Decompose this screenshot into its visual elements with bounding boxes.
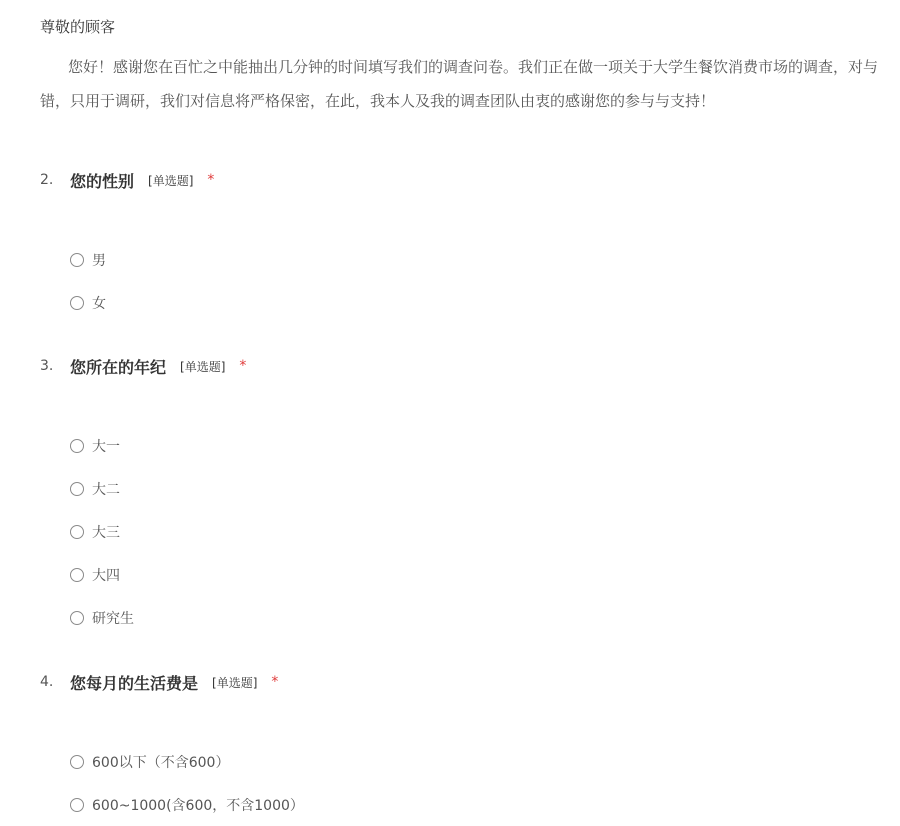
intro-text: 您好！感谢您在百忙之中能抽出几分钟的时间填写我们的调查问卷。我们正在做一项关于大学生餐饮消费市场的调查，对与错，只用于调研，我们对信息将严格保密，在此，我本人及我的调查团队由衷的感谢您的参与与支持！ (40, 58, 879, 110)
option-male[interactable] (70, 238, 860, 281)
radio-button[interactable] (70, 525, 84, 539)
option-label: 大二 (92, 481, 120, 498)
radio-button[interactable] (70, 755, 84, 769)
question-type: [单选题] (148, 173, 194, 188)
option-label: 600以下（不含600） (92, 754, 230, 771)
question-gender (40, 168, 860, 324)
required-mark: * (207, 172, 215, 188)
option-female[interactable] (70, 281, 860, 324)
option-under-600[interactable] (70, 740, 860, 783)
greeting: 尊敬的顾客 (40, 18, 116, 36)
option-600-1000[interactable] (70, 783, 860, 826)
required-mark: * (239, 358, 247, 374)
option-list (70, 740, 860, 826)
option-label: 大一 (92, 438, 120, 455)
question-allowance (40, 670, 860, 826)
option-label: 女 (92, 295, 106, 312)
option-list (70, 424, 860, 639)
radio-button[interactable] (70, 253, 84, 267)
question-title: 您所在的年纪 (70, 357, 167, 377)
radio-button[interactable] (70, 439, 84, 453)
question-type: [单选题] (180, 359, 226, 374)
option-junior[interactable] (70, 510, 860, 553)
radio-button[interactable] (70, 482, 84, 496)
question-header (40, 354, 860, 378)
question-number: 2. (40, 172, 54, 188)
question-title: 您每月的生活费是 (70, 673, 199, 693)
option-label: 研究生 (92, 610, 134, 627)
option-label: 大四 (92, 567, 120, 584)
option-label: 600~1000(含600，不含1000） (92, 797, 304, 814)
question-type: [单选题] (212, 675, 258, 690)
radio-button[interactable] (70, 611, 84, 625)
option-label: 男 (92, 252, 106, 269)
radio-button[interactable] (70, 568, 84, 582)
option-list (70, 238, 860, 324)
question-header (40, 168, 860, 192)
question-number: 3. (40, 358, 54, 374)
option-label: 大三 (92, 524, 120, 541)
option-sophomore[interactable] (70, 467, 860, 510)
radio-button[interactable] (70, 296, 84, 310)
required-mark: * (271, 674, 279, 690)
option-graduate[interactable] (70, 596, 860, 639)
option-freshman[interactable] (70, 424, 860, 467)
question-number: 4. (40, 674, 54, 690)
radio-button[interactable] (70, 798, 84, 812)
question-header (40, 670, 860, 694)
question-grade (40, 354, 860, 639)
option-senior[interactable] (70, 553, 860, 596)
question-title: 您的性别 (70, 171, 135, 191)
